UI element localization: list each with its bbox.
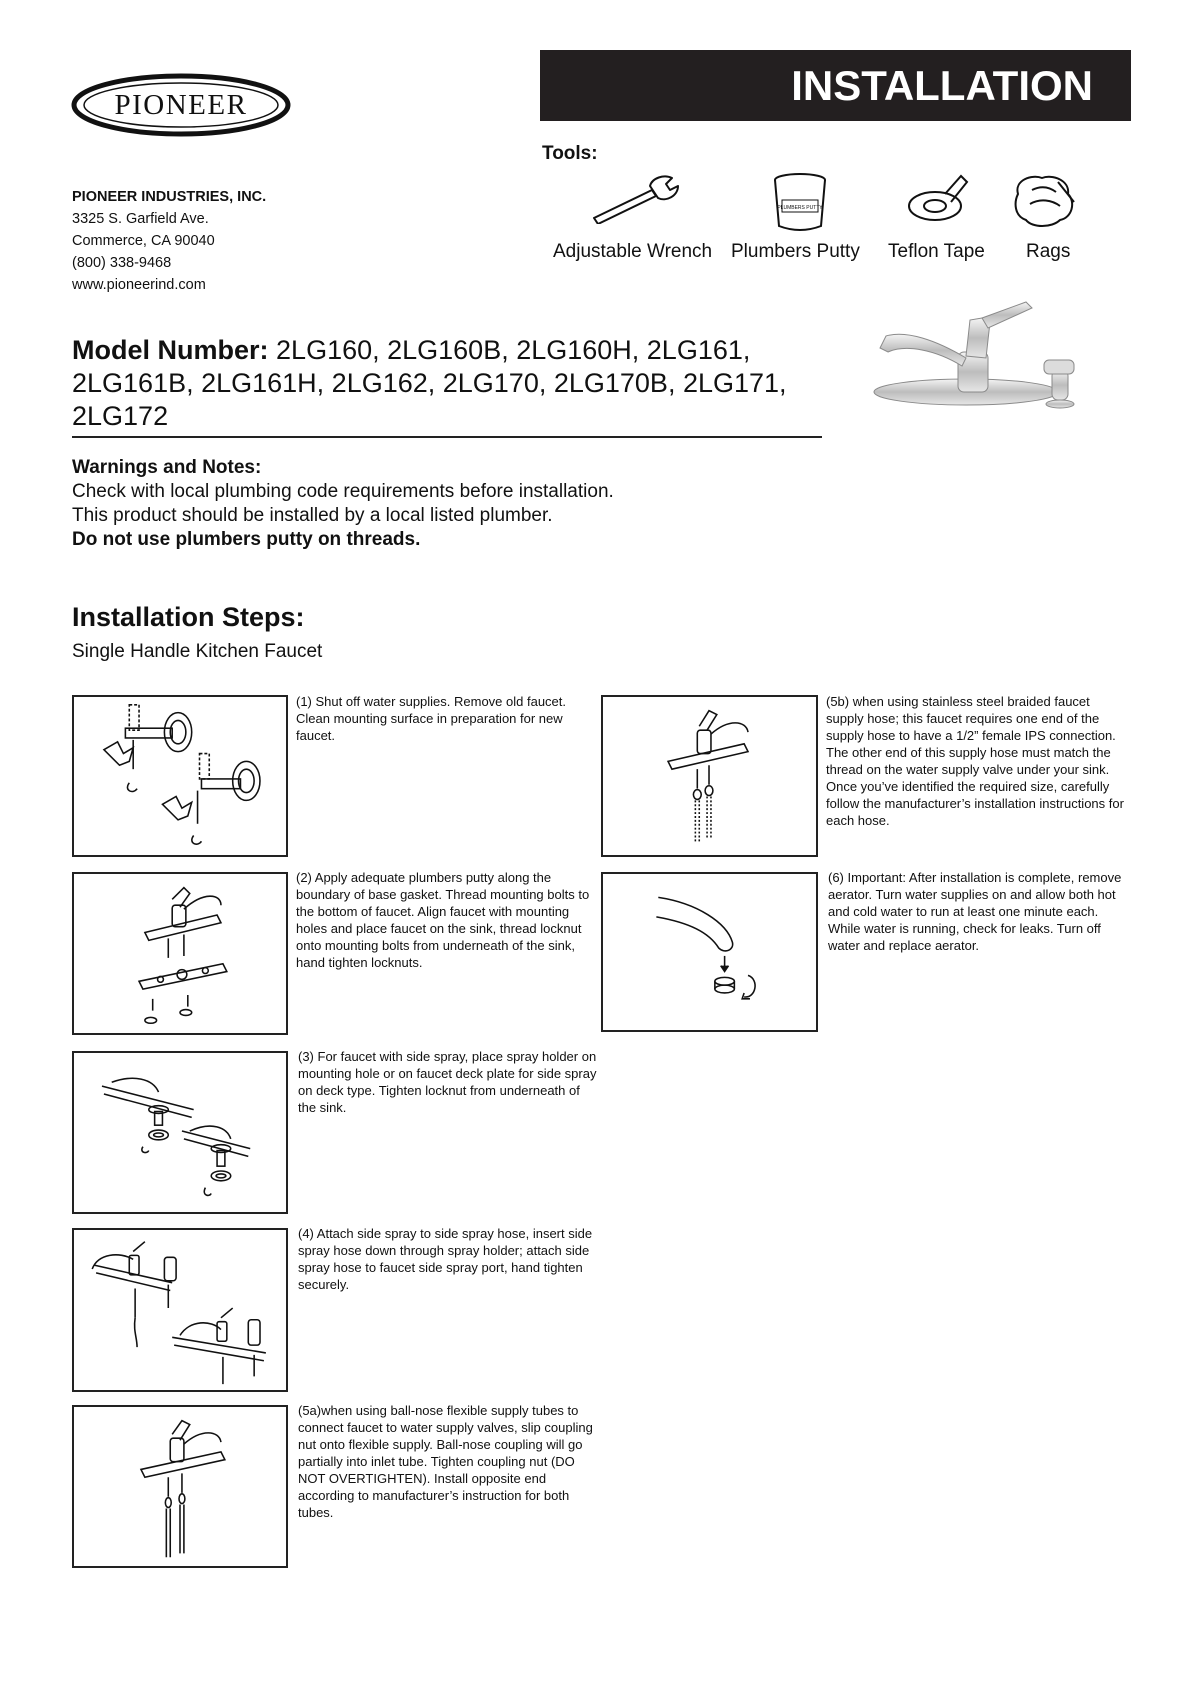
company-name: PIONEER INDUSTRIES, INC. bbox=[72, 189, 267, 205]
company-address-line2: Commerce, CA 90040 bbox=[72, 233, 215, 249]
warning-line-3: Do not use plumbers putty on threads. bbox=[72, 529, 421, 550]
step-6-text: (6) Important: After installation is complete, remove aerator. Turn water supplies on and allow both hot and cold water to run at least one minute each. While water is running, check for leaks. Turn off water and replace aerator. bbox=[828, 870, 1122, 953]
step-4-text: (4) Attach side spray to side spray hose, insert side spray hose down through spray holder; attach side spray hose to faucet side spray port, hand tighten securely. bbox=[298, 1226, 593, 1292]
step-2-illustration bbox=[72, 872, 288, 1035]
model-line-2: 2LG161B, 2LG161H, 2LG162, 2LG170, 2LG170B, 2LG171, bbox=[72, 368, 787, 398]
teflon-tape-icon bbox=[905, 172, 971, 228]
banner-title: INSTALLATION bbox=[791, 61, 1093, 109]
model-line-1 bbox=[72, 334, 822, 367]
faucet-product-image bbox=[866, 300, 1091, 440]
model-number-block bbox=[72, 334, 822, 438]
model-line-3: 2LG172 bbox=[72, 401, 169, 431]
company-address-line1: 3325 S. Garfield Ave. bbox=[72, 211, 209, 227]
tool-label-rags: Rags bbox=[1026, 241, 1071, 262]
step-1-illustration bbox=[72, 695, 288, 857]
warning-line-1: Check with local plumbing code requirements before installation. bbox=[72, 481, 614, 502]
installation-steps-title: Installation Steps: bbox=[72, 602, 305, 632]
step-3-illustration bbox=[72, 1051, 288, 1214]
company-info bbox=[72, 186, 266, 296]
tool-label-adjustable-wrench: Adjustable Wrench bbox=[553, 241, 713, 262]
step-1-text: (1) Shut off water supplies. Remove old faucet. Clean mounting surface in preparation for new faucet. bbox=[296, 694, 567, 743]
installation-banner bbox=[540, 50, 1131, 121]
putty-can-label: PLUMBERS PUTTY bbox=[777, 205, 823, 211]
tools-label: Tools: bbox=[542, 143, 598, 164]
step-4-illustration bbox=[72, 1228, 288, 1392]
step-5b-illustration bbox=[601, 695, 818, 857]
tool-label-teflon-tape: Teflon Tape bbox=[888, 241, 985, 262]
warning-line-2: This product should be installed by a local listed plumber. bbox=[72, 505, 553, 526]
warnings-notes bbox=[72, 456, 614, 552]
company-website: www.pioneerind.com bbox=[72, 277, 206, 293]
step-5a-illustration bbox=[72, 1405, 288, 1568]
installation-steps-subtitle: Single Handle Kitchen Faucet bbox=[72, 641, 323, 662]
model-number-label: Model Number: bbox=[72, 335, 269, 365]
wrench-icon bbox=[590, 172, 682, 224]
step-2-text: (2) Apply adequate plumbers putty along the boundary of base gasket. Thread mounting bolts to the bottom of faucet. Align faucet with mounting holes and place faucet on the sink, thread locknut onto mounting bolts from underneath of the sink, hand tighten locknuts. bbox=[296, 870, 590, 970]
step-5a-text: (5a)when using ball-nose flexible supply tubes to connect faucet to water supply valves, slip coupling nut onto flexible supply. Ball-nose coupling will go partially into inlet tube. Tighten coupling nut (DO NOT OVERTIGHTEN). Install opposite end according to manufacturer’s instruction for both tubes. bbox=[298, 1403, 593, 1520]
company-phone: (800) 338-9468 bbox=[72, 255, 172, 271]
pioneer-logo bbox=[70, 72, 292, 138]
step-5b-text: (5b) when using stainless steel braided faucet supply hose; this faucet requires one end of the supply hose to have a 1/2” female IPS connection. The other end of this supply hose must match the thread on the water supply valve under your sink. Once you’ve identified the required size, carefully follow the manufacturer’s installation instructions for each hose. bbox=[826, 694, 1124, 828]
step-6-illustration bbox=[601, 872, 818, 1032]
model-list-1: 2LG160, 2LG160B, 2LG160H, 2LG161, bbox=[276, 335, 751, 365]
putty-can-icon bbox=[772, 172, 828, 234]
logo-text: PIONEER bbox=[114, 88, 248, 121]
rag-icon bbox=[1012, 172, 1080, 230]
warnings-title: Warnings and Notes: bbox=[72, 457, 262, 478]
tool-label-plumbers-putty: Plumbers Putty bbox=[731, 241, 860, 262]
step-3-text: (3) For faucet with side spray, place spray holder on mounting hole or on faucet deck plate for side spray on deck type. Tighten locknut from underneath of the sink. bbox=[298, 1049, 597, 1115]
